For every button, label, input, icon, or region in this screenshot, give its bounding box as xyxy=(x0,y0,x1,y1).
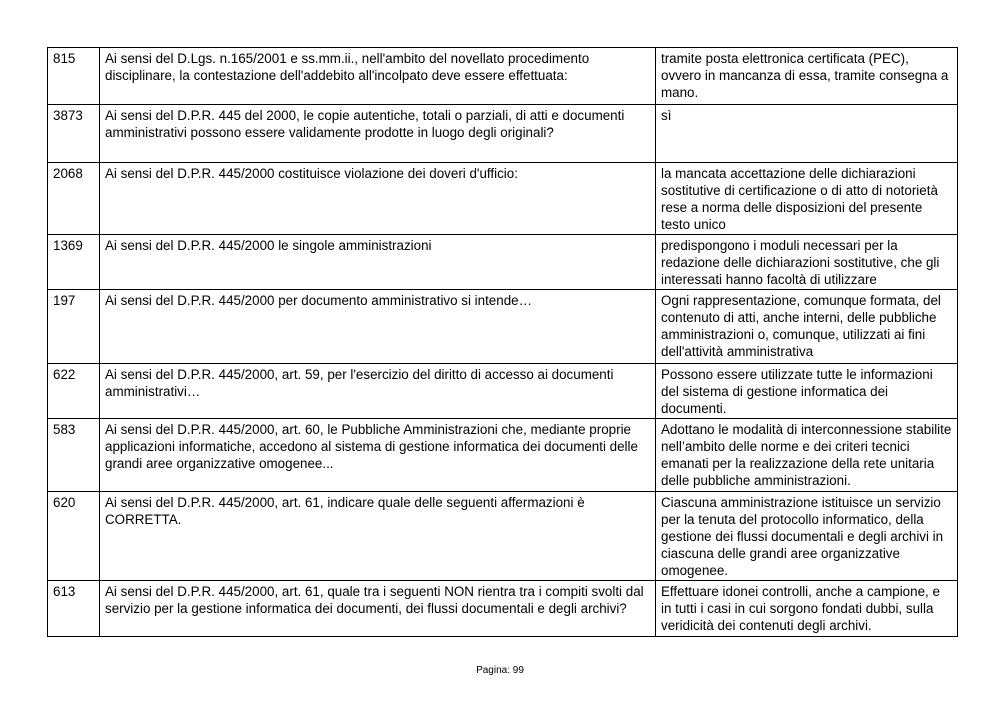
question-text: Ai sensi del D.P.R. 445/2000 costituisce violazione dei doveri d'ufficio: xyxy=(100,163,656,235)
table-row xyxy=(48,581,958,637)
answer-text: Effettuare idonei controlli, anche a campione, e in tutti i casi in cui sorgono fondati dubbi, sulla veridicità dei contenuti degli archivi. xyxy=(656,581,958,637)
question-text: Ai sensi del D.P.R. 445/2000 le singole amministrazioni xyxy=(100,235,656,290)
questions-table xyxy=(47,47,958,637)
question-text: Ai sensi del D.P.R. 445/2000 per documento amministrativo si intende… xyxy=(100,290,656,364)
question-text: Ai sensi del D.P.R. 445 del 2000, le copie autentiche, totali o parziali, di atti e documenti amministrativi possono essere validamente prodotte in luogo degli originali? xyxy=(100,105,656,163)
question-id: 815 xyxy=(48,48,100,105)
answer-text: Ciascuna amministrazione istituisce un servizio per la tenuta del protocollo informatico, della gestione dei flussi documentali e degli archivi in ciascuna delle grandi aree organizzative omogenee. xyxy=(656,492,958,581)
table-row xyxy=(48,290,958,364)
table-row xyxy=(48,492,958,581)
question-id: 197 xyxy=(48,290,100,364)
question-id: 622 xyxy=(48,364,100,419)
table-row xyxy=(48,235,958,290)
answer-text: Ogni rappresentazione, comunque formata, del contenuto di atti, anche interni, delle pubbliche amministrazioni o, comunque, utilizzati ai fini dell'attività amministrativa xyxy=(656,290,958,364)
table-row xyxy=(48,105,958,163)
question-id: 3873 xyxy=(48,105,100,163)
question-text: Ai sensi del D.P.R. 445/2000, art. 61, quale tra i seguenti NON rientra tra i compiti svolti dal servizio per la gestione informatica dei documenti, dei flussi documentali e degli archivi? xyxy=(100,581,656,637)
question-id: 613 xyxy=(48,581,100,637)
question-text: Ai sensi del D.P.R. 445/2000, art. 61, indicare quale delle seguenti affermazioni è CORRETTA. xyxy=(100,492,656,581)
answer-text: tramite posta elettronica certificata (PEC), ovvero in mancanza di essa, tramite consegna a mano. xyxy=(656,48,958,105)
answer-text: predispongono i moduli necessari per la redazione delle dichiarazioni sostitutive, che gli interessati hanno facoltà di utilizzare xyxy=(656,235,958,290)
page-number: Pagina: 99 xyxy=(476,665,524,676)
table-row xyxy=(48,419,958,492)
table-row xyxy=(48,364,958,419)
answer-text: sì xyxy=(656,105,958,163)
question-text: Ai sensi del D.Lgs. n.165/2001 e ss.mm.ii., nell'ambito del novellato procedimento disciplinare, la contestazione dell'addebito all'incolpato deve essere effettuata: xyxy=(100,48,656,105)
table-row xyxy=(48,163,958,235)
question-id: 2068 xyxy=(48,163,100,235)
table-row xyxy=(48,48,958,105)
question-text: Ai sensi del D.P.R. 445/2000, art. 59, per l'esercizio del diritto di accesso ai documenti amministrativi… xyxy=(100,364,656,419)
answer-text: Possono essere utilizzate tutte le informazioni del sistema di gestione informatica dei documenti. xyxy=(656,364,958,419)
answer-text: Adottano le modalità di interconnessione stabilite nell’ambito delle norme e dei criteri tecnici emanati per la realizzazione della rete unitaria delle pubbliche amministrazioni. xyxy=(656,419,958,492)
question-id: 1369 xyxy=(48,235,100,290)
question-text: Ai sensi del D.P.R. 445/2000, art. 60, le Pubbliche Amministrazioni che, mediante proprie applicazioni informatiche, accedono al sistema di gestione informatica dei documenti delle grandi aree organizzative omogenee... xyxy=(100,419,656,492)
question-id: 583 xyxy=(48,419,100,492)
answer-text: la mancata accettazione delle dichiarazioni sostitutive di certificazione o di atto di notorietà rese a norma delle disposizioni del presente testo unico xyxy=(656,163,958,235)
question-id: 620 xyxy=(48,492,100,581)
